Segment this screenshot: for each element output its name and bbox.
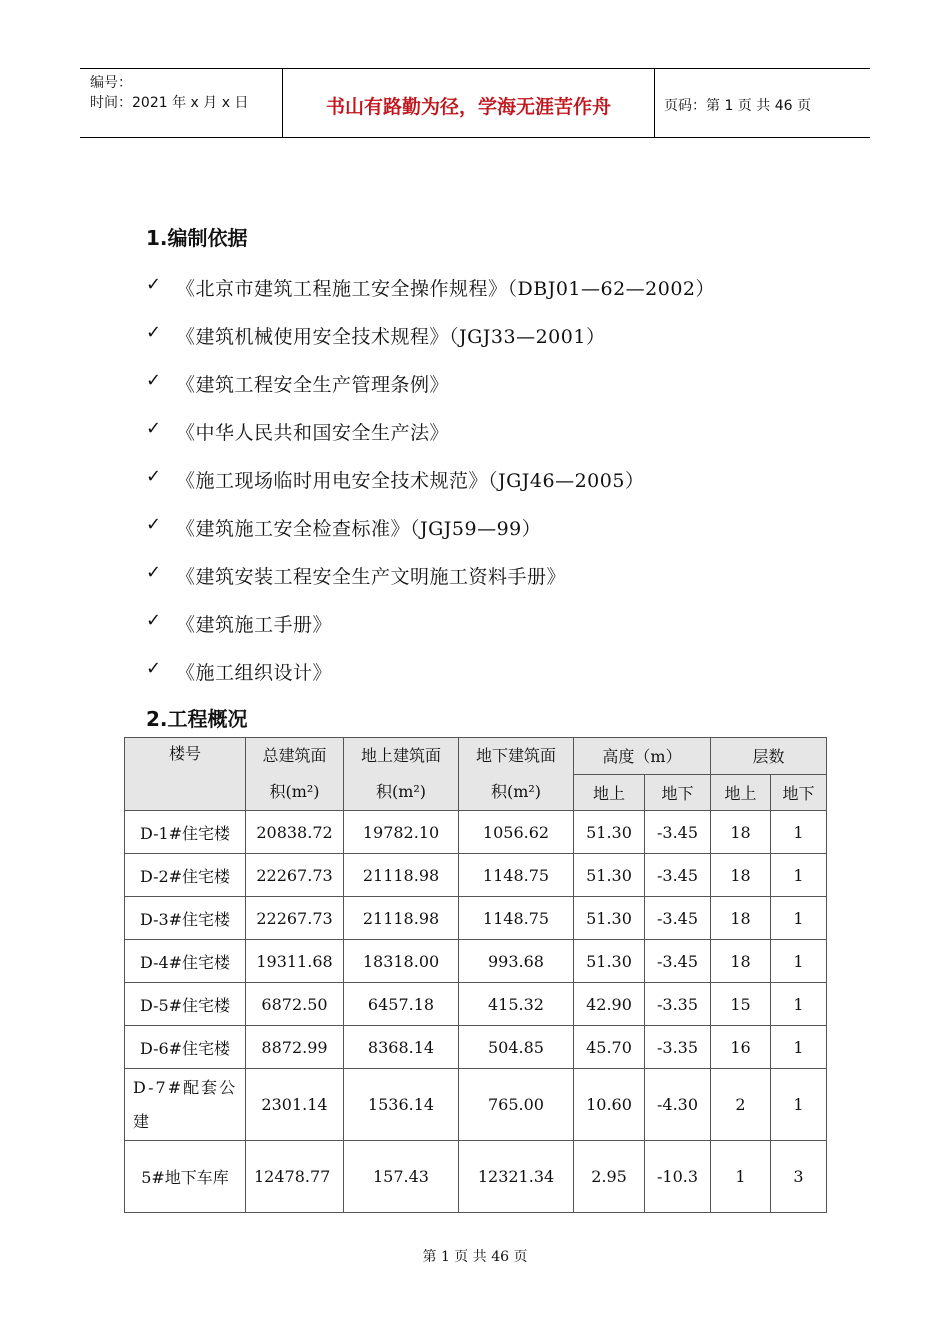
table-row — [125, 811, 827, 854]
header-below-area — [459, 738, 574, 811]
cell-building: D-4#住宅楼 — [125, 940, 246, 983]
header-meta — [90, 73, 248, 113]
table-row — [125, 854, 827, 897]
cell-floors-above: 18 — [711, 811, 771, 854]
list-item — [146, 658, 715, 706]
page-footer: 第 1 页 共 46 页 — [422, 1249, 528, 1265]
cell-height-above: 42.90 — [574, 983, 645, 1026]
table-row — [125, 1069, 827, 1141]
list-item — [146, 610, 715, 658]
check-icon: ✓ — [146, 370, 162, 391]
cell-height-below: -3.35 — [645, 1026, 711, 1069]
header-page-info: 页码：第 1 页 共 46 页 — [664, 98, 811, 114]
header-code-label: 编号： — [90, 75, 132, 91]
cell-total-area: 20838.72 — [246, 811, 344, 854]
page-header — [80, 68, 870, 138]
header-below-area-line2: 积(m²) — [490, 782, 542, 801]
cell-below-area: 12321.34 — [459, 1141, 574, 1213]
cell-above-area: 21118.98 — [344, 854, 459, 897]
list-item — [146, 274, 715, 322]
header-time-label: 时间：2021 年 x 月 x 日 — [90, 95, 249, 111]
cell-height-above: 2.95 — [574, 1141, 645, 1213]
cell-height-above: 51.30 — [574, 811, 645, 854]
cell-building: D-1#住宅楼 — [125, 811, 246, 854]
header-total-area — [246, 738, 344, 811]
header-above-area-line2: 积(m²) — [375, 782, 427, 801]
cell-floors-below: 3 — [771, 1141, 827, 1213]
check-icon: ✓ — [146, 322, 162, 343]
cell-above-area: 1536.14 — [344, 1069, 459, 1141]
check-icon: ✓ — [146, 658, 162, 679]
cell-floors-below: 1 — [771, 940, 827, 983]
header-motto: 书山有路勤为径，学海无涯苦作舟 — [325, 96, 611, 118]
table-row — [125, 940, 827, 983]
reference-text: 《施工组织设计》 — [176, 662, 333, 684]
cell-below-area: 1056.62 — [459, 811, 574, 854]
cell-building: D-5#住宅楼 — [125, 983, 246, 1026]
list-item — [146, 466, 715, 514]
cell-floors-above: 18 — [711, 897, 771, 940]
cell-below-area: 993.68 — [459, 940, 574, 983]
header-above-area-line1: 地上建筑面 — [360, 746, 441, 765]
cell-floors-below: 1 — [771, 811, 827, 854]
cell-height-below: -3.45 — [645, 940, 711, 983]
cell-height-below: -3.45 — [645, 854, 711, 897]
list-item — [146, 418, 715, 466]
cell-above-area: 8368.14 — [344, 1026, 459, 1069]
cell-total-area: 8872.99 — [246, 1026, 344, 1069]
section-title-overview: 2.工程概况 — [146, 707, 248, 731]
cell-above-area: 21118.98 — [344, 897, 459, 940]
list-item — [146, 370, 715, 418]
cell-floors-above: 15 — [711, 983, 771, 1026]
header-floors: 层数 — [711, 738, 827, 775]
table-row — [125, 897, 827, 940]
cell-above-area: 157.43 — [344, 1141, 459, 1213]
cell-floors-above: 18 — [711, 854, 771, 897]
project-overview-table — [124, 737, 827, 1213]
cell-total-area: 22267.73 — [246, 897, 344, 940]
cell-below-area: 765.00 — [459, 1069, 574, 1141]
cell-floors-above: 16 — [711, 1026, 771, 1069]
cell-total-area: 19311.68 — [246, 940, 344, 983]
cell-height-above: 51.30 — [574, 940, 645, 983]
list-item — [146, 514, 715, 562]
cell-height-below: -3.45 — [645, 811, 711, 854]
header-building: 楼号 — [125, 738, 246, 811]
check-icon: ✓ — [146, 466, 162, 487]
cell-above-area: 18318.00 — [344, 940, 459, 983]
reference-text: 《建筑安装工程安全生产文明施工资料手册》 — [176, 566, 567, 588]
header-below-area-line1: 地下建筑面 — [475, 746, 556, 765]
section-title-basis: 1.编制依据 — [146, 226, 248, 250]
header-total-area-line1: 总建筑面 — [262, 746, 327, 765]
header-divider — [654, 69, 655, 137]
cell-floors-below: 1 — [771, 854, 827, 897]
header-height: 高度（m） — [574, 738, 711, 775]
check-icon: ✓ — [146, 562, 162, 583]
table-row — [125, 1026, 827, 1069]
reference-text: 《建筑工程安全生产管理条例》 — [176, 374, 450, 396]
cell-below-area: 504.85 — [459, 1026, 574, 1069]
header-height-above: 地上 — [574, 774, 645, 811]
cell-total-area: 22267.73 — [246, 854, 344, 897]
cell-total-area: 12478.77 — [246, 1141, 344, 1213]
cell-total-area: 2301.14 — [246, 1069, 344, 1141]
cell-height-below: -4.30 — [645, 1069, 711, 1141]
check-icon: ✓ — [146, 274, 162, 295]
check-icon: ✓ — [146, 610, 162, 631]
header-above-area — [344, 738, 459, 811]
header-height-below: 地下 — [645, 774, 711, 811]
cell-height-above: 51.30 — [574, 897, 645, 940]
table-row — [125, 983, 827, 1026]
cell-height-below: -3.45 — [645, 897, 711, 940]
header-total-area-line2: 积(m²) — [269, 782, 320, 801]
cell-height-above: 45.70 — [574, 1026, 645, 1069]
cell-height-above: 51.30 — [574, 854, 645, 897]
cell-floors-below: 1 — [771, 1069, 827, 1141]
cell-floors-above: 18 — [711, 940, 771, 983]
reference-text: 《施工现场临时用电安全技术规范》（JGJ46—2005） — [176, 470, 645, 492]
cell-height-below: -3.35 — [645, 983, 711, 1026]
header-floors-above: 地上 — [711, 774, 771, 811]
cell-floors-above: 1 — [711, 1141, 771, 1213]
cell-floors-below: 1 — [771, 897, 827, 940]
cell-building: D-2#住宅楼 — [125, 854, 246, 897]
reference-text: 《建筑施工手册》 — [176, 614, 333, 636]
cell-building: D-6#住宅楼 — [125, 1026, 246, 1069]
cell-above-area: 19782.10 — [344, 811, 459, 854]
reference-text: 《建筑机械使用安全技术规程》（JGJ33—2001） — [176, 326, 606, 348]
check-icon: ✓ — [146, 418, 162, 439]
list-item — [146, 562, 715, 610]
cell-floors-below: 1 — [771, 1026, 827, 1069]
cell-below-area: 1148.75 — [459, 854, 574, 897]
cell-height-above: 10.60 — [574, 1069, 645, 1141]
reference-list — [146, 274, 715, 706]
check-icon: ✓ — [146, 514, 162, 535]
cell-floors-below: 1 — [771, 983, 827, 1026]
cell-below-area: 415.32 — [459, 983, 574, 1026]
cell-below-area: 1148.75 — [459, 897, 574, 940]
reference-text: 《中华人民共和国安全生产法》 — [176, 422, 450, 444]
reference-text: 《建筑施工安全检查标准》（JGJ59—99） — [176, 518, 542, 540]
header-floors-below: 地下 — [771, 774, 827, 811]
cell-height-below: -10.3 — [645, 1141, 711, 1213]
reference-text: 《北京市建筑工程施工安全操作规程》（DBJ01—62—2002） — [176, 278, 716, 300]
cell-above-area: 6457.18 — [344, 983, 459, 1026]
cell-total-area: 6872.50 — [246, 983, 344, 1026]
table-row — [125, 1141, 827, 1213]
cell-building: 5#地下车库 — [125, 1141, 246, 1213]
cell-floors-above: 2 — [711, 1069, 771, 1141]
list-item — [146, 322, 715, 370]
cell-building: D-3#住宅楼 — [125, 897, 246, 940]
cell-building: D-7#配套公建 — [125, 1069, 246, 1141]
